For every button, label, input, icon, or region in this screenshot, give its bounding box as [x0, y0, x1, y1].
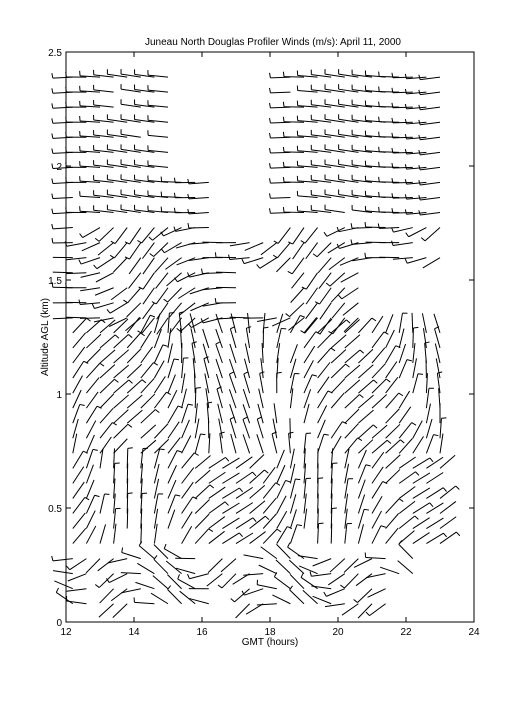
x-tick-label: 18 — [264, 627, 276, 638]
chart-title-date: April 11, 2000 — [340, 37, 401, 48]
wind-barb — [216, 272, 236, 273]
y-tick-label: 0 — [56, 618, 62, 629]
x-axis-label: GMT (hours) — [241, 637, 299, 648]
y-axis-label: Altitude AGL (km) — [40, 298, 51, 376]
chart-title: Juneau North Douglas Profiler Winds (m/s): — [145, 37, 338, 48]
x-tick-label: 22 — [400, 627, 412, 638]
wind-barb — [53, 272, 73, 273]
x-tick-label: 14 — [128, 627, 140, 638]
y-tick-label: 2.5 — [48, 48, 62, 59]
y-tick-label: 1 — [56, 390, 62, 401]
x-tick-label: 20 — [332, 627, 344, 638]
y-tick-label: 0.5 — [48, 504, 62, 515]
y-tick-label: 2 — [56, 162, 62, 173]
x-tick-label: 24 — [468, 627, 480, 638]
y-tick-label: 1.5 — [48, 276, 62, 287]
wind-barb — [66, 317, 86, 318]
x-tick-label: 12 — [60, 627, 72, 638]
x-tick-label: 16 — [196, 627, 208, 638]
wind-barb — [80, 318, 100, 319]
